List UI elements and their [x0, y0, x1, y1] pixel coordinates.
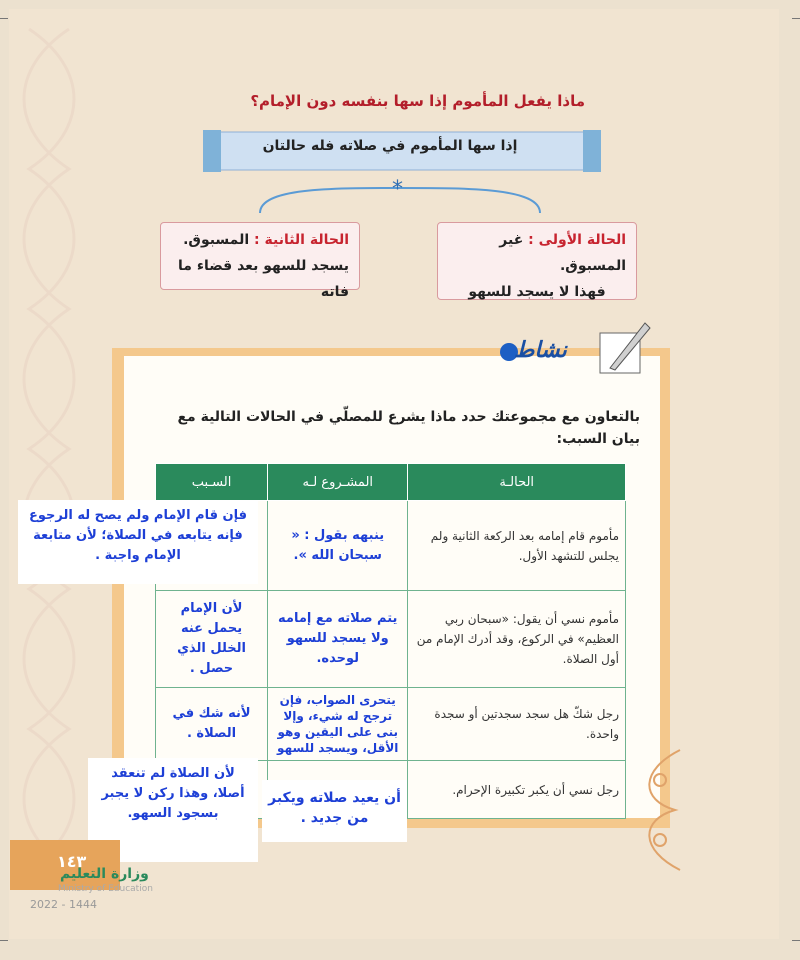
crop-mark	[792, 940, 800, 941]
crop-mark	[792, 18, 800, 19]
question-heading: ماذا يفعل المأموم إذا سها بنفسه دون الإمام؟	[250, 92, 585, 110]
case2-title: المسبوق.	[183, 232, 250, 248]
table-row	[156, 591, 626, 688]
edition-year: 2022 - 1444	[30, 898, 97, 911]
case2-box	[160, 222, 360, 300]
crop-mark	[0, 18, 8, 19]
case1-label: الحالة الأولى	[538, 232, 626, 248]
row3-reason: لأنه شك في الصلاة .	[156, 688, 268, 761]
case1-sep: :	[528, 232, 534, 248]
row1-answer: ينبهه بقول : « سبحان الله ».	[268, 501, 408, 591]
ministry-en-text: Ministry of Education	[58, 884, 153, 894]
branch-arrows-icon	[250, 178, 550, 218]
row4-case: رجل نسي أن يكبر تكبيرة الإحرام.	[408, 761, 626, 819]
case1-body: فهذا لا يسجد للسهو	[468, 284, 606, 300]
table-row	[156, 688, 626, 761]
row3-answer: يتحرى الصواب، فإن ترجح له شيء، وإلا بنى على اليقين وهو الأقل، ويسجد للسهو	[268, 688, 408, 761]
overlay-row1-reason: فإن قام الإمام ولم يصح له الرجوع فإنه يتابعه في الصلاة؛ لأن متابعة الإمام واجبة .	[18, 500, 258, 584]
activity-instruction: بالتعاون مع مجموعتك حدد ماذا يشرع للمصلّي في الحالات التالية مع بيان السبب:	[177, 409, 640, 447]
overlay-row4-answer: أن يعيد صلاته ويكبر من جديد .	[262, 780, 407, 842]
crop-mark	[0, 940, 8, 941]
row2-case: مأموم نسي أن يقول: «سبحان ربي العظيم» في الركوع، وقد أدرك الإمام من أول الصلاة.	[408, 591, 626, 688]
case2-body: يسجد للسهو بعد قضاء ما فاته	[178, 258, 349, 300]
quill-paper-icon	[590, 318, 660, 378]
activity-title: نشاط	[514, 338, 567, 363]
overlay-row4-reason: لأن الصلاة لم تنعقد أصلا، وهذا ركن لا يجبر بسجود السهو.	[88, 758, 258, 862]
case2-sep: :	[254, 232, 260, 248]
table-header-row	[156, 464, 626, 501]
header-prescribed: المشـروع لـه	[268, 464, 408, 501]
row2-answer: يتم صلاته مع إمامه ولا يسجد للسهو لوحده.	[268, 591, 408, 688]
svg-text:*: *	[392, 178, 403, 202]
page-number: ١٤٣	[57, 852, 87, 871]
header-case: الحالـة	[408, 464, 626, 501]
row3-case: رجل شكّ هل سجد سجدتين أو سجدة واحدة.	[408, 688, 626, 761]
case2-label: الحالة الثانية	[264, 232, 349, 248]
case1-box	[437, 222, 637, 300]
ministry-logo-text: وزارة التعليم	[60, 866, 149, 882]
header-reason: السـبب	[156, 464, 268, 501]
row1-case: مأموم قام إمامه بعد الركعة الثانية ولم يجلس للتشهد الأول.	[408, 501, 626, 591]
floral-ornament-icon	[630, 740, 690, 890]
case1-title: غير المسبوق.	[499, 232, 626, 274]
row2-reason: لأن الإمام يحمل عنه الخلل الذي حصل .	[156, 591, 268, 688]
banner-text: إذا سها المأموم في صلاته فله حالتان	[262, 138, 518, 154]
